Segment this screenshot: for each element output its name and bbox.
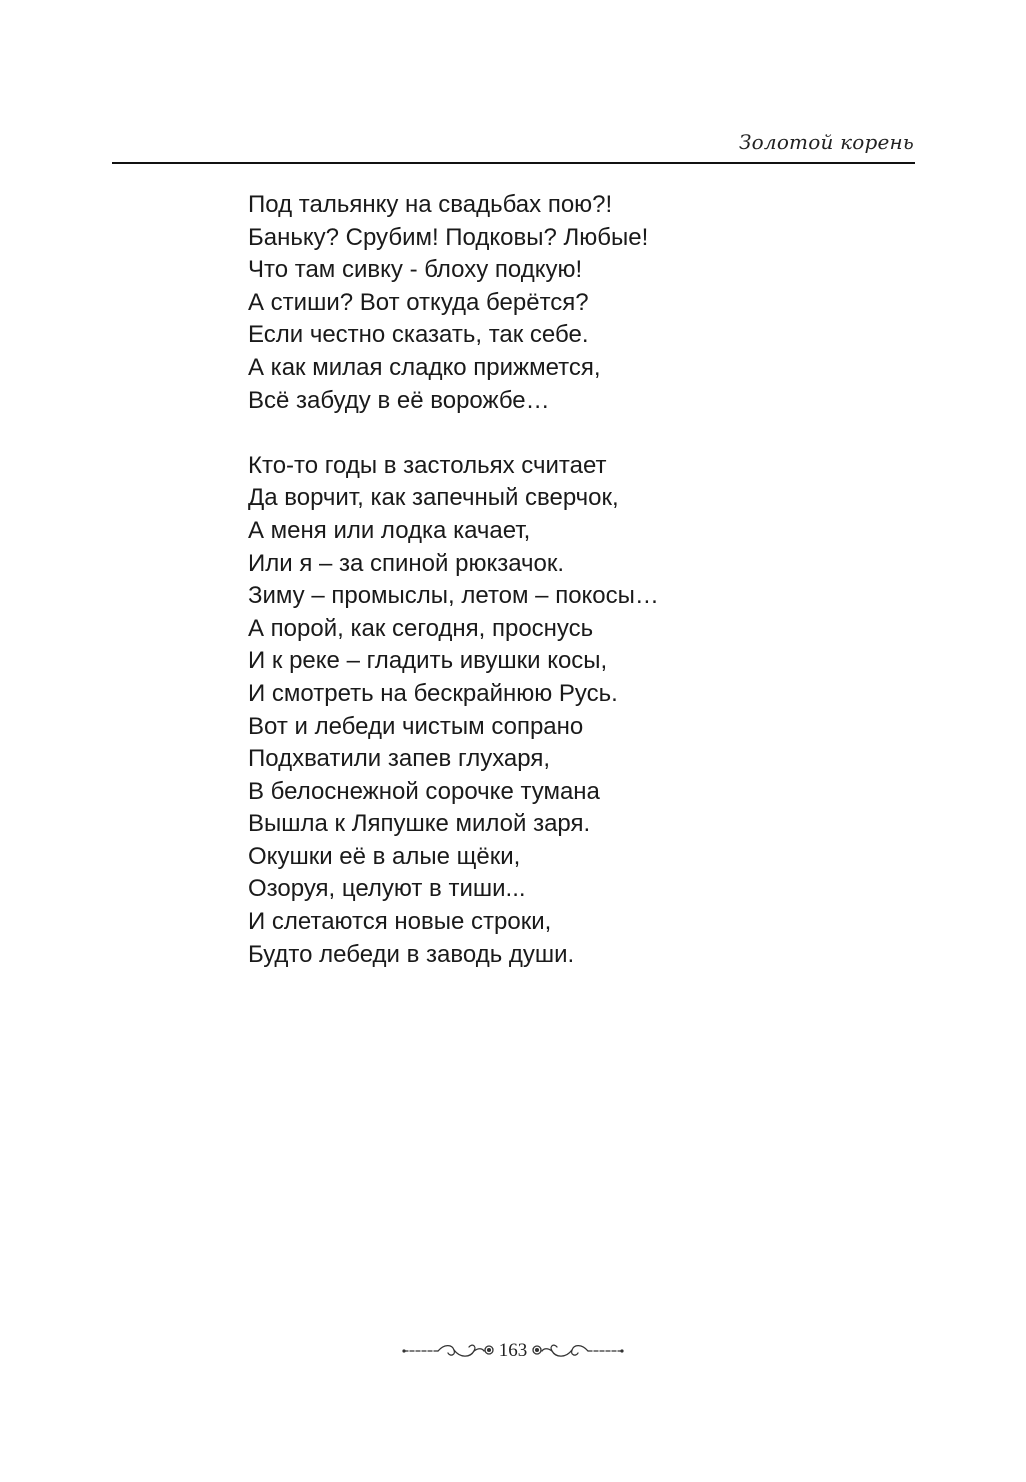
poem-line: Кто-то годы в застольях считает: [248, 451, 607, 479]
poem-line: Под тальянку на свадьбах пою?!: [248, 191, 613, 218]
poem-line: И смотреть на бескрайнюю Русь.: [248, 679, 618, 707]
poem-line: Вышла к Ляпушке милой заря.: [248, 810, 591, 838]
poem-line: Окушки её в алые щёки,: [248, 842, 521, 870]
poem-line: Всё забуду в её ворожбе…: [248, 386, 550, 414]
poem-line: Зиму – промыслы, летом – покосы…: [248, 582, 659, 610]
page-number: 163: [498, 1340, 528, 1361]
poem-line: Баньку? Срубим! Подковы? Любые!: [248, 223, 649, 251]
poem-line: А порой, как сегодня, проснусь: [248, 614, 594, 642]
header-rule: [112, 162, 915, 164]
poem-line: Что там сивку - блоху подкую!: [248, 256, 583, 284]
poem-line: А стиши? Вот откуда берётся?: [248, 288, 589, 316]
stanza-2: [248, 450, 659, 972]
poem-line: Или я – за спиной рюкзачок.: [248, 549, 565, 577]
poem-line: Озоруя, целуют в тиши...: [248, 875, 526, 903]
poem-line: Да ворчит, как запечный сверчок,: [248, 484, 619, 512]
poem-line: И слетаются новые строки,: [248, 908, 552, 936]
poem-line: Вот и лебеди чистым сопрано: [248, 712, 584, 740]
running-head: Золотой корень: [738, 130, 914, 154]
stanza-1: [248, 189, 659, 417]
poem-line: И к реке – гладить ивушки косы,: [248, 647, 608, 675]
poem-line: А как милая сладко прижмется,: [248, 353, 601, 381]
poem: [248, 189, 659, 971]
page-folio: [400, 1336, 626, 1366]
poem-line: А меня или лодка качает,: [248, 516, 531, 544]
poem-line: Будто лебеди в заводь души.: [248, 940, 575, 968]
poem-line: Подхватили запев глухаря,: [248, 745, 551, 773]
poem-line: В белоснежной сорочке тумана: [248, 777, 600, 805]
poem-line: Если честно сказать, так себе.: [248, 321, 589, 349]
